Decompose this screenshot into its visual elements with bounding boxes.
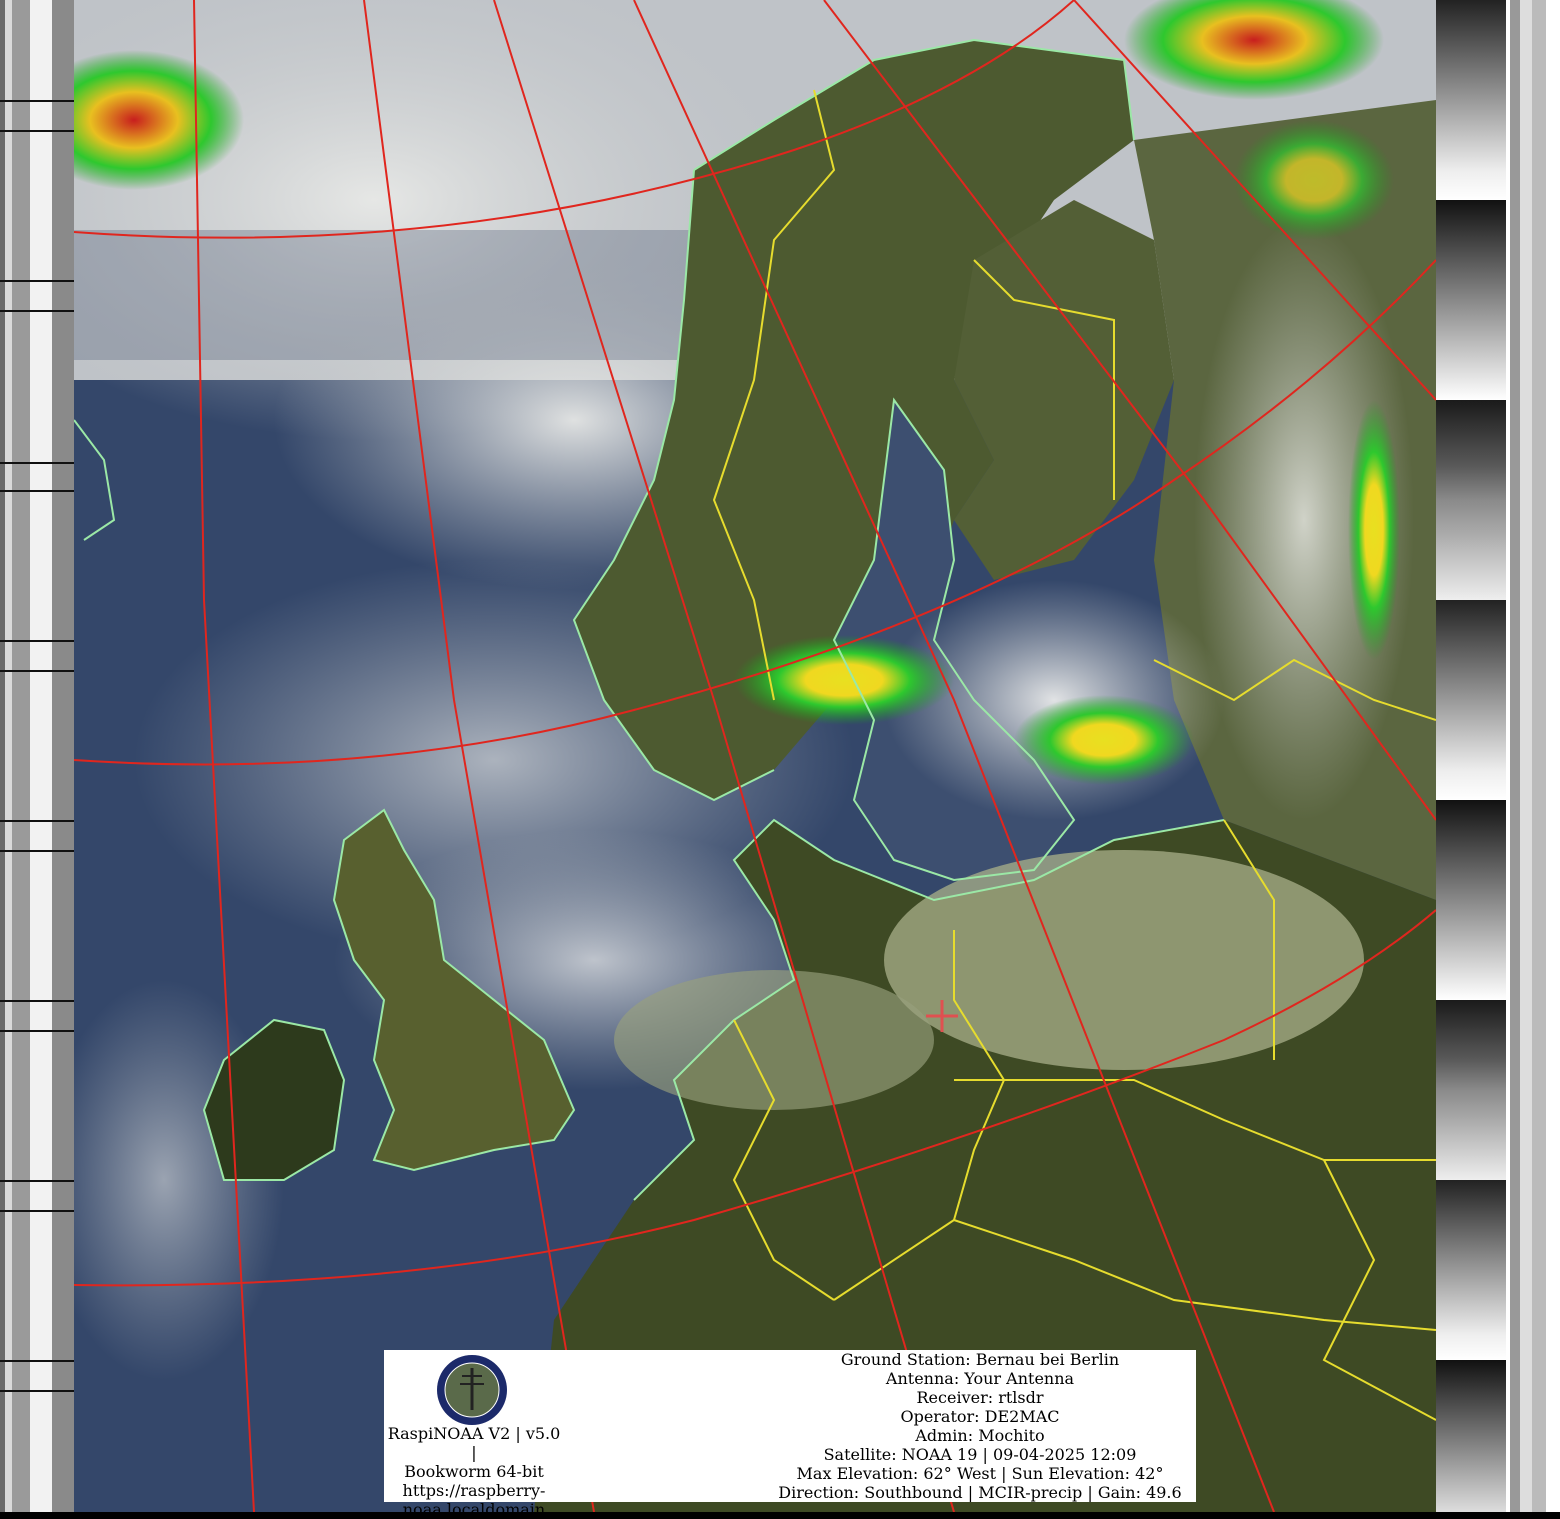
satellite-pass: Satellite: NOAA 19 | 09-04-2025 12:09 — [823, 1445, 1137, 1464]
calibration-wedge — [1436, 1180, 1506, 1360]
right-telemetry-strip — [1436, 0, 1560, 1512]
sync-tick — [0, 462, 74, 464]
sync-tick — [0, 100, 74, 102]
calibration-wedge — [1436, 1000, 1506, 1180]
sync-tick — [0, 130, 74, 132]
sync-tick — [0, 850, 74, 852]
sync-tick — [0, 820, 74, 822]
sync-tick — [0, 1180, 74, 1182]
sync-tick — [0, 1210, 74, 1212]
software-info — [384, 1424, 564, 1519]
website-line-2: noaa.localdomain — [402, 1500, 546, 1519]
software-version: RaspiNOAA V2 | v5.0 | — [387, 1424, 561, 1462]
satellite-station-logo — [436, 1354, 508, 1426]
elevation: Max Elevation: 62° West | Sun Elevation: 42° — [796, 1464, 1164, 1483]
sync-tick — [0, 490, 74, 492]
left-telemetry-strip — [0, 0, 74, 1512]
calibration-wedge — [1436, 600, 1506, 800]
station-info-panel — [384, 1350, 1196, 1519]
calibration-wedge — [1436, 800, 1506, 1000]
sync-tick — [0, 640, 74, 642]
os-version: Bookworm 64-bit — [404, 1462, 544, 1481]
calibration-wedge — [1436, 1360, 1506, 1512]
admin: Admin: Mochito — [915, 1426, 1045, 1445]
sync-tick — [0, 1360, 74, 1362]
operator: Operator: DE2MAC — [900, 1407, 1060, 1426]
precip-cell — [734, 635, 954, 725]
receiver: Receiver: rtlsdr — [916, 1388, 1044, 1407]
website-line-1: https://raspberry- — [402, 1481, 546, 1500]
satellite-map-svg — [74, 0, 1436, 1512]
telemetry-bars — [1506, 0, 1560, 1512]
precip-cell — [1348, 400, 1400, 660]
antenna: Antenna: Your Antenna — [885, 1369, 1075, 1388]
calibration-wedge — [1436, 400, 1506, 600]
sync-tick — [0, 1000, 74, 1002]
sync-tick — [0, 310, 74, 312]
sync-tick — [0, 1390, 74, 1392]
sync-tick — [0, 1030, 74, 1032]
ground-station: Ground Station: Bernau bei Berlin — [840, 1350, 1120, 1369]
pass-details — [764, 1350, 1196, 1502]
satellite-image — [74, 0, 1436, 1512]
calibration-wedge — [1436, 0, 1506, 200]
direction-enhancement-gain: Direction: Southbound | MCIR-precip | Gain: 49.6 — [778, 1483, 1182, 1502]
precip-cell — [1234, 120, 1394, 240]
calibration-wedge — [1436, 200, 1506, 400]
sync-tick — [0, 670, 74, 672]
sync-tick — [0, 280, 74, 282]
